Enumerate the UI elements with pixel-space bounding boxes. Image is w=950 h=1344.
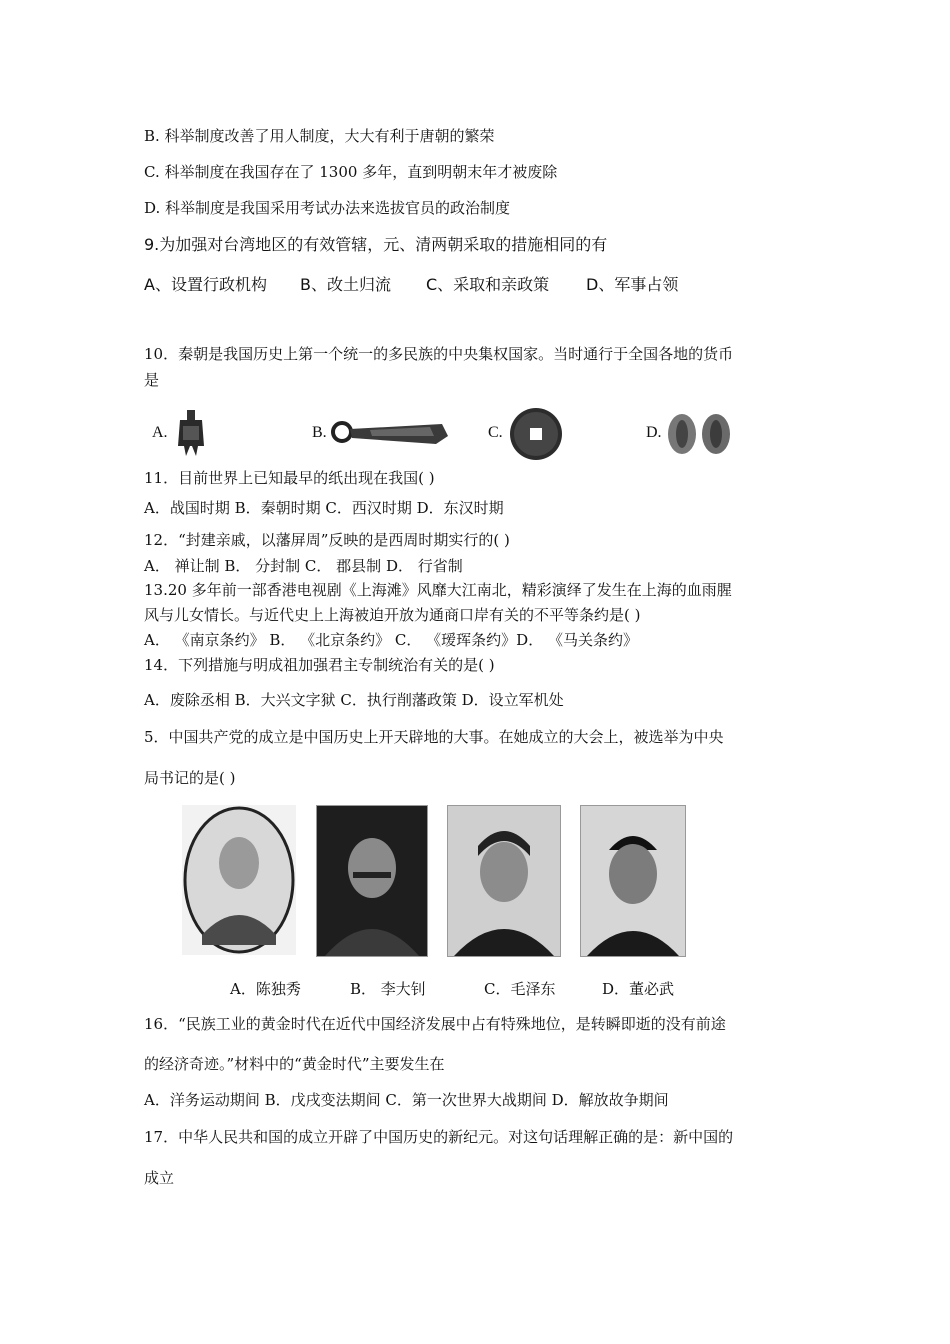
q10-label-a: A.	[152, 424, 168, 441]
spade-coin-image	[174, 410, 208, 460]
q9-option-b: B、改土归流	[300, 275, 391, 294]
q9-stem: 9.为加强对台湾地区的有效管辖，元、清两朝采取的措施相同的有	[144, 235, 608, 254]
q14-stem: 14．下列措施与明成祖加强君主专制统治有关的是( )	[144, 656, 495, 674]
q16-options: A．洋务运动期间 B．戊戌变法期间 C．第一次世界大战期间 D．解放故争期间	[144, 1091, 669, 1109]
banliang-coin-image	[508, 406, 564, 462]
q10-coin-images	[144, 402, 764, 466]
q15-options	[230, 978, 674, 999]
portrait-mao-zedong	[447, 805, 561, 957]
q10-stem-line2: 是	[144, 371, 160, 389]
q13-stem-line1: 13.20 多年前一部香港电视剧《上海滩》风靡大江南北，精彩演绎了发生在上海的血雨腥	[144, 581, 732, 599]
shell-coins-image	[666, 410, 736, 458]
q10-label-c: C.	[488, 424, 503, 441]
q17-stem-line2: 成立	[144, 1169, 175, 1187]
portrait-li-dazhao	[316, 805, 428, 957]
portrait-chen-duxiu	[182, 805, 296, 955]
q11-stem: 11．目前世界上已知最早的纸出现在我国( )	[144, 469, 435, 487]
q10-stem-line1: 10．秦朝是我国历史上第一个统一的多民族的中央集权国家。当时通行于全国各地的货币	[144, 345, 734, 363]
q15-stem-line2: 局书记的是( )	[144, 769, 236, 787]
q15-option-c: C．毛泽东	[484, 980, 556, 998]
q8-option-b: B. 科举制度改善了用人制度，大大有利于唐朝的繁荣	[144, 127, 495, 145]
q15-option-a: A．陈独秀	[230, 980, 301, 998]
q16-stem-line1: 16．“民族工业的黄金时代在近代中国经济发展中占有特殊地位，是转瞬即逝的没有前途	[144, 1015, 726, 1033]
q12-stem: 12．“封建亲戚，以藩屏周”反映的是西周时期实行的( )	[144, 531, 510, 549]
q9-option-c: C、采取和亲政策	[426, 275, 550, 294]
q15-option-d: D．董必武	[602, 980, 675, 998]
q9-options	[144, 275, 678, 295]
q15-option-b: B． 李大钊	[350, 980, 426, 998]
q16-stem-line2: 的经济奇迹。”材料中的“黄金时代”主要发生在	[144, 1055, 445, 1073]
q9-option-d: D、军事占领	[586, 275, 679, 294]
q10-label-d: D.	[646, 424, 662, 441]
q8-option-d: D. 科举制度是我国采用考试办法来选拔官员的政治制度	[144, 199, 511, 217]
q17-stem-line1: 17．中华人民共和国的成立开辟了中国历史的新纪元。对这句话理解正确的是：新中国的	[144, 1128, 734, 1146]
q11-options: A．战国时期 B．秦朝时期 C．西汉时期 D．东汉时期	[144, 499, 504, 517]
portrait-dong-biwu	[580, 805, 686, 957]
q12-options: A． 禅让制 B． 分封制 C． 郡县制 D． 行省制	[144, 557, 463, 575]
q13-options: A． 《南京条约》 B． 《北京条约》 C． 《瑷珲条约》D． 《马关条约》	[144, 631, 638, 649]
q14-options: A．废除丞相 B．大兴文字狱 C．执行削藩政策 D．设立军机处	[144, 691, 564, 709]
knife-coin-image	[330, 414, 450, 454]
q10-label-b: B.	[312, 424, 327, 441]
q9-option-a: A、设置行政机构	[144, 275, 267, 294]
q13-stem-line2: 风与儿女情长。与近代史上上海被迫开放为通商口岸有关的不平等条约是( )	[144, 606, 641, 624]
q8-option-c: C. 科举制度在我国存在了 1300 多年，直到明朝末年才被废除	[144, 163, 558, 181]
q15-stem-line1: 5．中国共产党的成立是中国历史上开天辟地的大事。在她成立的大会上，被选举为中央	[144, 728, 724, 746]
